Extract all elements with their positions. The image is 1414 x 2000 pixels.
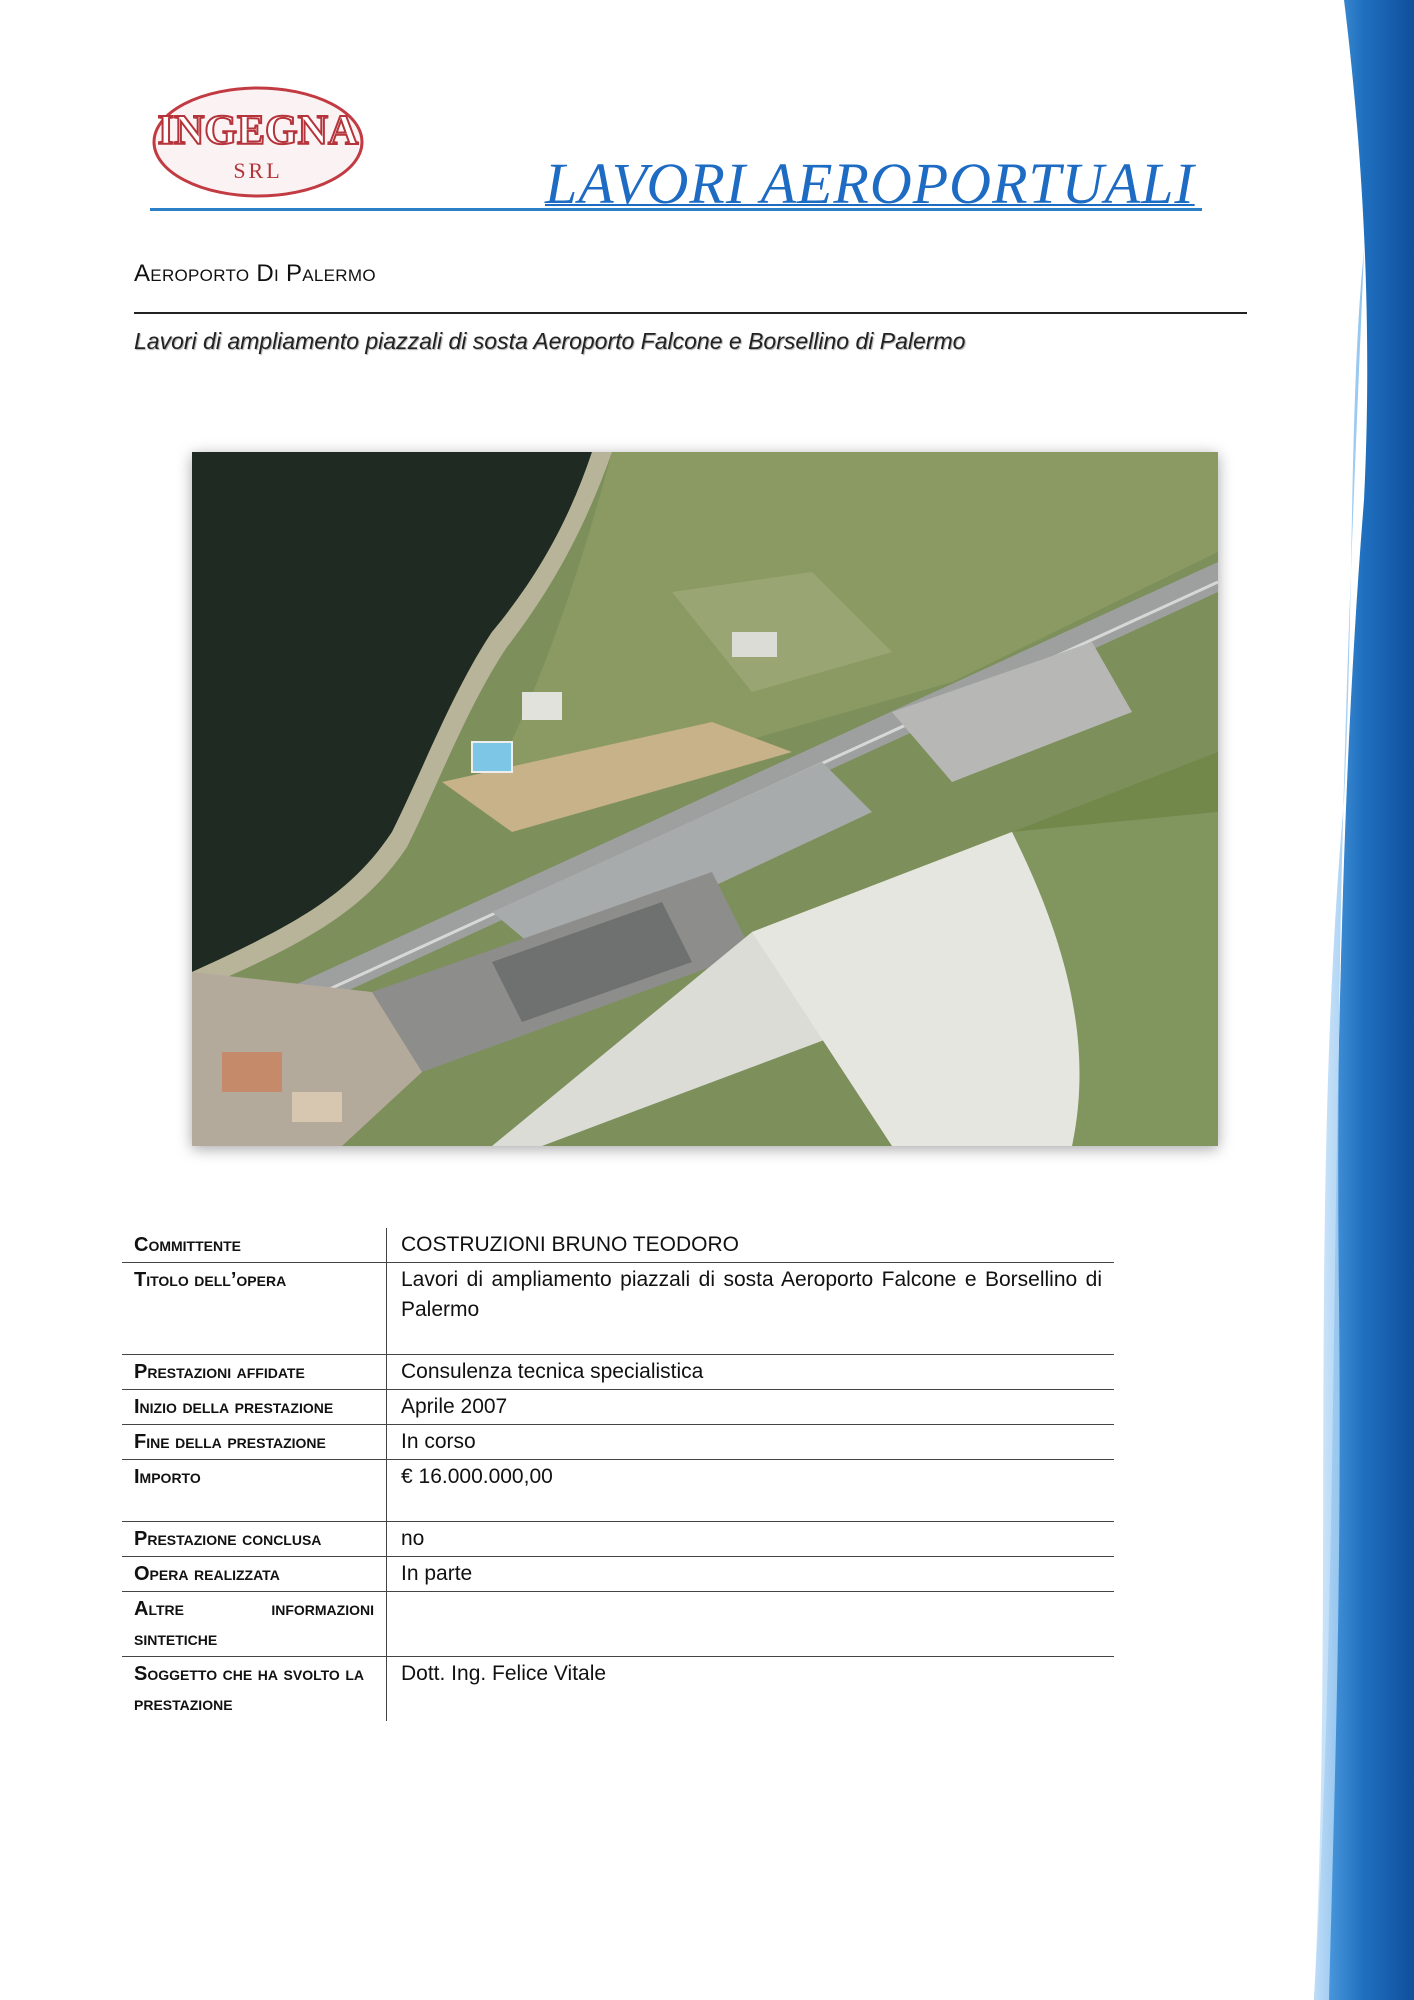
row-value: Lavori di ampliamento piazzali di sosta Aeroporto Falcone e Borsellino di Palermo bbox=[401, 1268, 1102, 1321]
row-label: Committente bbox=[122, 1228, 387, 1263]
row-value: no bbox=[401, 1527, 425, 1550]
row-value: Aprile 2007 bbox=[401, 1395, 508, 1418]
row-label: Soggetto che ha svolto la prestazione bbox=[122, 1657, 387, 1722]
table-row bbox=[122, 1425, 1114, 1460]
row-value bbox=[387, 1592, 1115, 1657]
airport-aerial-photo bbox=[192, 452, 1218, 1146]
row-label: Fine della prestazione bbox=[122, 1425, 387, 1460]
table-row bbox=[122, 1522, 1114, 1557]
row-label: Opera realizzata bbox=[122, 1557, 387, 1592]
section-subtitle: Lavori di ampliamento piazzali di sosta Aeroporto Falcone e Borsellino di Palermo bbox=[134, 328, 966, 354]
row-label: Importo bbox=[122, 1460, 387, 1522]
logo-sub-text: SRL bbox=[233, 158, 283, 183]
row-label: Inizio della prestazione bbox=[122, 1390, 387, 1425]
table-row bbox=[122, 1355, 1114, 1390]
row-label: Prestazioni affidate bbox=[122, 1355, 387, 1390]
row-value: € 16.000.000,00 bbox=[401, 1465, 553, 1488]
table-row bbox=[122, 1390, 1114, 1425]
table-row bbox=[122, 1657, 1114, 1722]
section-divider bbox=[134, 312, 1247, 314]
section-title: Aeroporto Di Palermo bbox=[134, 260, 376, 287]
project-info-table bbox=[122, 1228, 1114, 1721]
row-label: Prestazione conclusa bbox=[122, 1522, 387, 1557]
table-row bbox=[122, 1460, 1114, 1522]
row-label: Titolo dell’opera bbox=[122, 1263, 387, 1355]
row-value: Consulenza tecnica specialistica bbox=[401, 1360, 704, 1383]
row-value: In parte bbox=[401, 1562, 473, 1585]
page-title: LAVORI AEROPORTUALI bbox=[545, 151, 1195, 216]
row-value: In corso bbox=[401, 1430, 476, 1453]
row-value: Dott. Ing. Felice Vitale bbox=[401, 1662, 607, 1685]
table-row bbox=[122, 1557, 1114, 1592]
table-row bbox=[122, 1228, 1114, 1263]
table-row bbox=[122, 1263, 1114, 1355]
ingegna-logo bbox=[150, 82, 366, 208]
logo-brand-text: INGEGNA bbox=[157, 108, 359, 154]
row-label: Altre informazioni sintetiche bbox=[122, 1592, 387, 1657]
table-row bbox=[122, 1592, 1114, 1657]
row-value: COSTRUZIONI BRUNO TEODORO bbox=[401, 1233, 739, 1256]
decorative-side-band bbox=[1304, 0, 1414, 2000]
